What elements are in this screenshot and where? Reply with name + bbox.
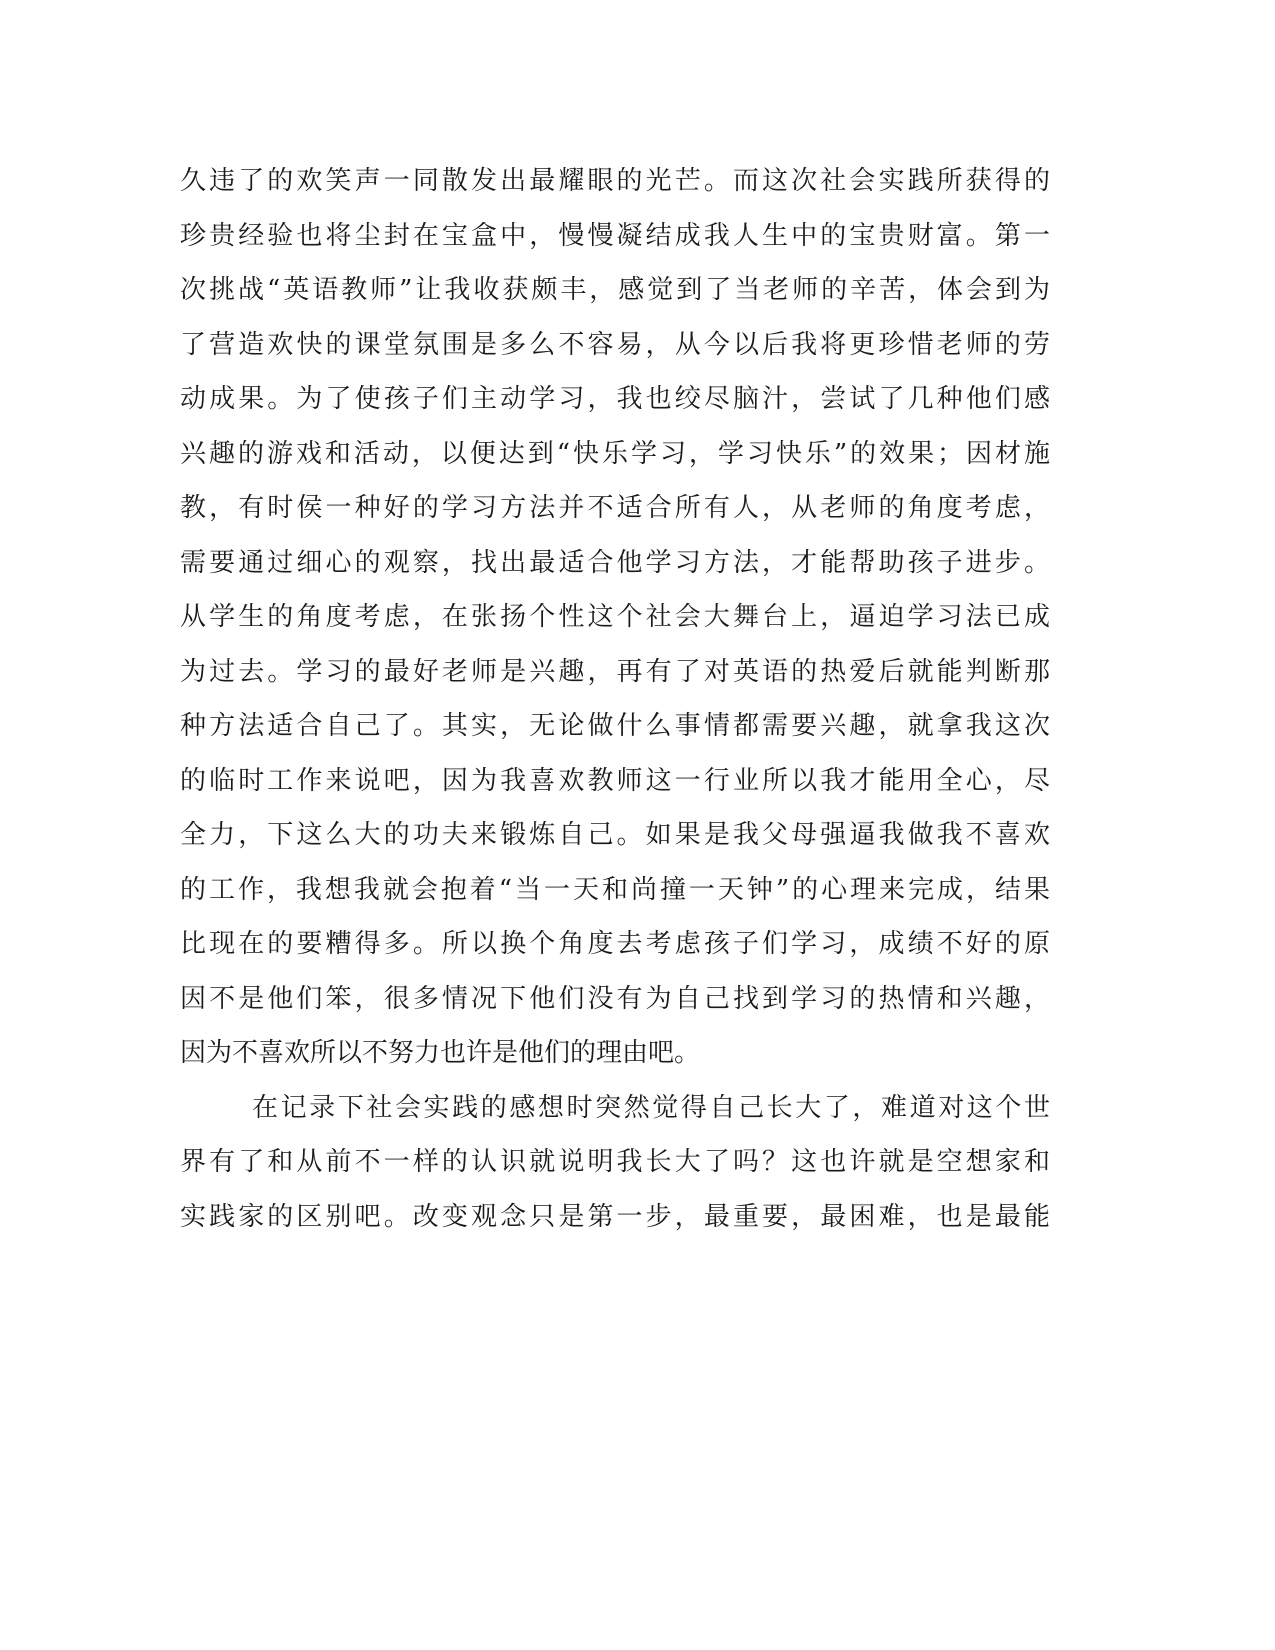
text-line: 种方法适合自己了。其实，无论做什么事情都需要兴趣，就拿我这次 bbox=[180, 711, 1050, 741]
text-line: 珍贵经验也将尘封在宝盒中，慢慢凝结成我人生中的宝贵财富。第一 bbox=[180, 220, 1050, 251]
text-line-paragraph-end: 因为不喜欢所以不努力也许是他们的理由吧。 bbox=[180, 1038, 701, 1068]
text-line: 久违了的欢笑声一同散发出最耀眼的光芒。而这次社会实践所获得的 bbox=[180, 166, 1050, 196]
text-line: 比现在的要糟得多。所以换个角度去考虑孩子们学习，成绩不好的原 bbox=[180, 929, 1050, 959]
text-line-paragraph-start: 在记录下社会实践的感想时突然觉得自己长大了，难道对这个世 bbox=[252, 1092, 1050, 1123]
text-line: 因不是他们笨，很多情况下他们没有为自己找到学习的热情和兴趣， bbox=[180, 983, 1050, 1014]
text-line: 实践家的区别吧。改变观念只是第一步，最重要，最困难，也是最能 bbox=[180, 1201, 1050, 1232]
text-line: 了营造欢快的课堂氛围是多么不容易，从今以后我将更珍惜老师的劳 bbox=[180, 329, 1050, 360]
text-line: 从学生的角度考虑，在张扬个性这个社会大舞台上，逼迫学习法已成 bbox=[180, 602, 1050, 632]
text-line: 兴趣的游戏和活动，以便达到“快乐学习，学习快乐”的效果；因材施 bbox=[180, 438, 1050, 469]
text-line: 界有了和从前不一样的认识就说明我长大了吗？这也许就是空想家和 bbox=[180, 1147, 1050, 1177]
text-line: 动成果。为了使孩子们主动学习，我也绞尽脑汁，尝试了几种他们感 bbox=[180, 384, 1050, 414]
text-line: 的临时工作来说吧，因为我喜欢教师这一行业所以我才能用全心，尽 bbox=[180, 765, 1050, 796]
text-line: 的工作，我想我就会抱着“当一天和尚撞一天钟”的心理来完成，结果 bbox=[180, 874, 1050, 905]
text-line: 需要通过细心的观察，找出最适合他学习方法，才能帮助孩子进步。 bbox=[180, 547, 1050, 578]
text-line: 次挑战“英语教师”让我收获颇丰，感觉到了当老师的辛苦，体会到为 bbox=[180, 275, 1050, 305]
text-line: 为过去。学习的最好老师是兴趣，再有了对英语的热爱后就能判断那 bbox=[180, 656, 1050, 687]
text-line: 教，有时侯一种好的学习方法并不适合所有人，从老师的角度考虑， bbox=[180, 493, 1050, 523]
body-text bbox=[180, 160, 1050, 1250]
text-line: 全力，下这么大的功夫来锻炼自己。如果是我父母强逼我做我不喜欢 bbox=[180, 820, 1050, 850]
